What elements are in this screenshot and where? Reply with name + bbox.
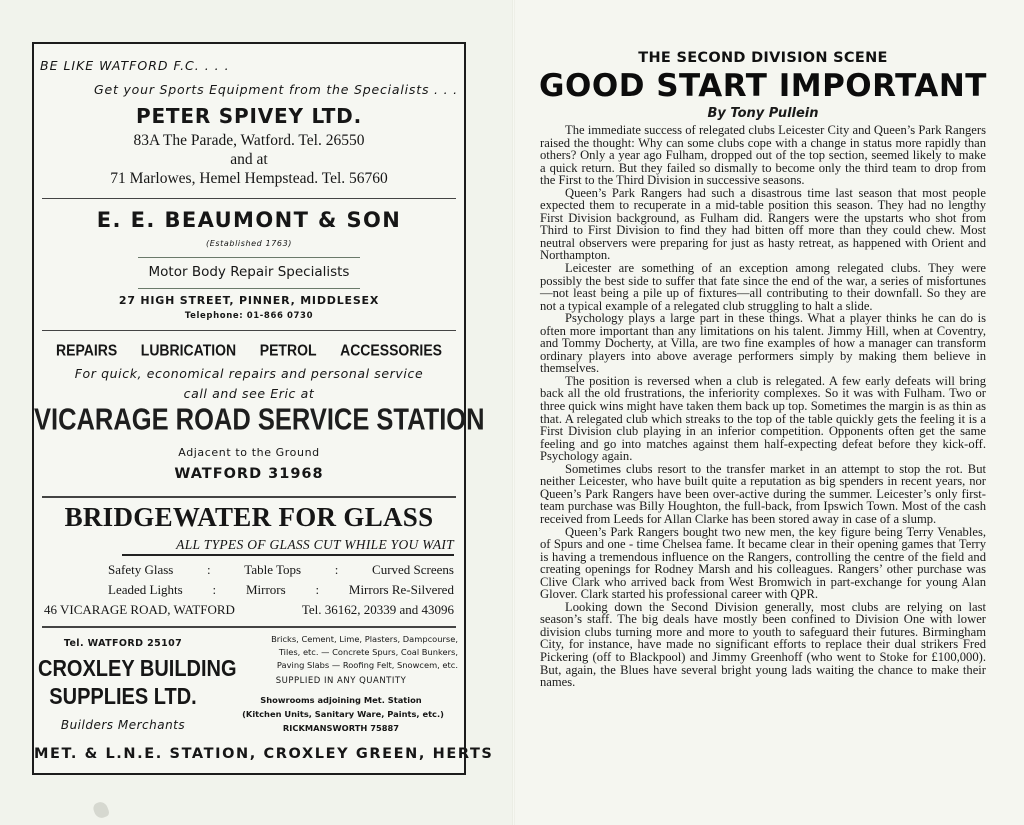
article-kicker: THE SECOND DIVISION SCENE — [638, 50, 888, 66]
croxley-name-2: SUPPLIES LTD. — [49, 684, 197, 710]
advertisements-box — [32, 42, 494, 775]
bridgewater-row-2 — [108, 582, 454, 598]
product-safety-glass: Safety Glass — [108, 562, 174, 577]
vicarage-line-2: call and see Eric at — [183, 386, 315, 401]
separator: : — [334, 562, 339, 577]
bridgewater-row-1 — [108, 562, 454, 578]
service-repairs: REPAIRS — [56, 341, 118, 359]
divider — [42, 330, 456, 331]
croxley-showrooms: Showrooms adjoining Met. Station — [260, 695, 422, 705]
article-paragraph: Sometimes clubs resort to the transfer market in an attempt to stop the rot. But neither Leicester, who have built quite a reputation as big spenders in recent years, nor Queen’s Park Rangers have been over-active during the summer. Leicester’s only first-team purchase was Billy Houghton, the full-back, from Ipswich Town. Most of the cash received from Leeds for Allan Clarke has been stored away in case of a slump. — [540, 461, 986, 526]
page-fold — [512, 0, 515, 825]
croxley-name-1: CROXLEY BUILDING — [38, 656, 237, 682]
vicarage-services — [56, 341, 442, 359]
bridgewater-slogan: ALL TYPES OF GLASS CUT WHILE YOU WAIT — [176, 537, 454, 552]
vicarage-name: VICARAGE ROAD SERVICE STATION — [34, 403, 485, 437]
spivey-subtagline: Get your Sports Equipment from the Specialists . . . — [94, 82, 458, 97]
article-paragraph: Leicester are something of an exception among relegated clubs. They were possibly the best side to suffer that fate since the end of the war, a series of misfortunes—not least being a pile up of fixtures—all contributing to their downfall. So they are not a typical example of a relegated club struggling to halt a slide. — [540, 261, 986, 313]
product-mirrors-resilvered: Mirrors Re-Silvered — [348, 582, 454, 597]
divider — [42, 626, 456, 628]
beaumont-established: (Established 1763) — [206, 239, 292, 248]
divider — [42, 198, 456, 199]
divider — [138, 257, 360, 258]
article-paragraph: The position is reversed when a club is relegated. A few early defeats will bring back all the old frustrations, the inferiority complexes. So it was with Fulham. Two or three quick wins might have taken them back up top. Sometimes the margin is as thin as that. A relegated club which streaks to the top of the table quickly gets the feeling it is a First Division club playing in an inferior competition. Opponents often get the same feeling and go into matches against them half-expecting defeat before they kick-off. Psychology again. — [540, 373, 986, 464]
beaumont-service: Motor Body Repair Specialists — [148, 264, 350, 280]
service-accessories: ACCESSORIES — [340, 341, 442, 359]
product-curved-screens: Curved Screens — [372, 562, 454, 577]
bridgewater-address-line — [44, 602, 454, 618]
bridgewater-tel: Tel. 36162, 20339 and 43096 — [301, 602, 454, 617]
spivey-tagline: BE LIKE WATFORD F.C. . . . — [40, 58, 230, 73]
croxley-products-1: Bricks, Cement, Lime, Plasters, Dampcourse, — [271, 634, 458, 644]
separator: : — [207, 562, 211, 577]
article-paragraph: Queen’s Park Rangers bought two new men, the key figure being Terry Venables, of Spurs and one - time Chelsea fame. It became clear in their opening games that Terry is having a tremendous influence on the Rangers, controlling the centre of the field and creating openings for Rodney Marsh and his colleagues. Rangers’ other purchase was Clive Clark who arrived back from West Bromwich in part-exchange for young Alan Glover. Clark started his professional career with QPR. — [540, 524, 986, 602]
spivey-and-at: and at — [230, 151, 268, 168]
spivey-address-1: 83A The Parade, Watford. Tel. 26550 — [133, 132, 365, 149]
product-mirrors: Mirrors — [245, 582, 286, 597]
article-byline: By Tony Pullein — [707, 106, 819, 121]
beaumont-address: 27 HIGH STREET, PINNER, MIDDLESEX — [118, 294, 380, 307]
separator: : — [212, 582, 217, 597]
croxley-tel: Tel. WATFORD 25107 — [63, 638, 183, 649]
croxley-supplied: SUPPLIED IN ANY QUANTITY — [275, 676, 407, 686]
beaumont-telephone: Telephone: 01-866 0730 — [184, 311, 314, 321]
beaumont-name: E. E. BEAUMONT & SON — [96, 208, 402, 232]
article-headline: GOOD START IMPORTANT — [539, 68, 987, 104]
bridgewater-address: 46 VICARAGE ROAD, WATFORD — [44, 602, 235, 617]
spivey-name: PETER SPIVEY LTD. — [136, 104, 362, 128]
article-paragraph: Looking down the Second Division generally, most clubs are relying on last season’s staff. The big deals have mostly been confined to Division One with lower division clubs turning more and more to youth to safeguard their futures. Birmingham City, for instance, have made no significant efforts to replace their dual strikers Fred Pickering (off to Blackpool) and Jimmy Greenhoff (who went to Stoke for £100,000). But, again, the Blues have several bright young lads waiting the chance to make their names. — [540, 599, 986, 690]
croxley-rickmansworth: RICKMANSWORTH 75887 — [282, 723, 400, 733]
spivey-address-2: 71 Marlowes, Hemel Hempstead. Tel. 56760 — [110, 170, 388, 187]
article-body — [540, 124, 986, 689]
croxley-showrooms-detail: (Kitchen Units, Sanitary Ware, Paints, etc.) — [242, 709, 444, 719]
article-paragraph: Queen’s Park Rangers had such a disastrous time last season that most people expected them to recuperate in a mid-table position this season. They had no lengthy First Division background, as Fulham did. Rangers were the upstarts who shot from Third to First Division to find they had bitten off more than they could chew. Most neutral observers were preparing for just as hasty retreat, as happened with Orient and Northampton. — [540, 185, 986, 263]
croxley-address: MET. & L.N.E. STATION, CROXLEY GREEN, HERTS — [34, 746, 494, 762]
slogan-underline — [122, 554, 454, 556]
vicarage-line-1: For quick, economical repairs and personal service — [74, 366, 424, 381]
croxley-products-3: Paving Slabs — Roofing Felt, Snowcem, etc. — [276, 660, 458, 670]
divider — [138, 288, 360, 289]
separator: : — [315, 582, 320, 597]
service-lubrication: LUBRICATION — [140, 341, 237, 359]
croxley-subtitle: Builders Merchants — [60, 718, 186, 732]
divider — [42, 496, 456, 498]
product-leaded-lights: Leaded Lights — [108, 582, 183, 597]
croxley-products-2: Tiles, etc. — Concrete Spurs, Coal Bunkers, — [278, 647, 458, 657]
service-petrol: PETROL — [259, 341, 317, 359]
bridgewater-name: BRIDGEWATER FOR GLASS — [64, 502, 434, 532]
article-paragraph: Psychology plays a large part in these things. What a player thinks he can do is often more important than any limitations on his talent. Jimmy Hill, when at Coventry, and Tommy Docherty, at Villa, are two fine examples of how a manager can transform ordinary players into above average performers simply by making them believe in themselves. — [540, 311, 986, 376]
article-paragraph: The immediate success of relegated clubs Leicester City and Queen’s Park Rangers raised the thought: Why can some clubs cope with a change in status more rapidly than others? Only a year ago Fulham, dropped out of the top section, seemed likely to make a quick return. But they failed so dismally to become only the third team to drop from the First to the Third Division in successive seasons. — [540, 123, 986, 188]
product-table-tops: Table Tops — [244, 562, 302, 577]
vicarage-location: Adjacent to the Ground — [178, 446, 320, 459]
vicarage-phone: WATFORD 31968 — [174, 466, 324, 482]
